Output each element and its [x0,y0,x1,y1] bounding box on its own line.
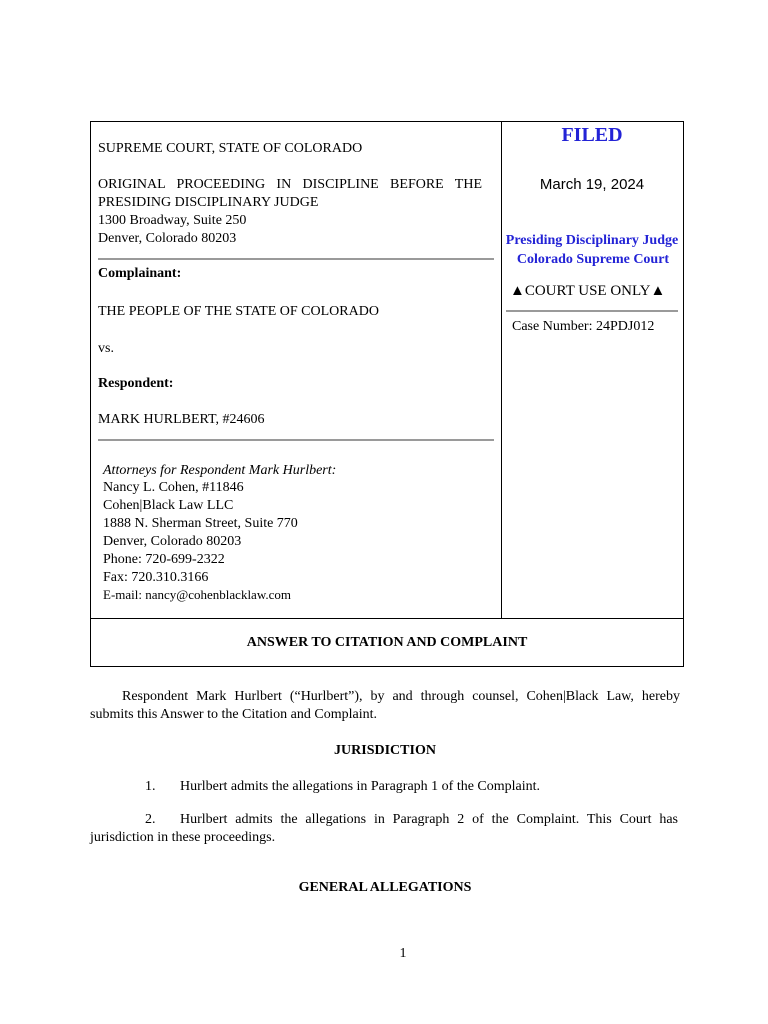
filed-stamp-line-2: Colorado Supreme Court [516,252,670,267]
law-firm-name: Cohen|Black Law LLC [103,498,234,513]
firm-address-line-1: 1888 N. Sherman Street, Suite 770 [103,516,298,531]
firm-fax: Fax: 720.310.3166 [103,570,209,585]
respondent-name: MARK HURLBERT, #24606 [98,412,265,427]
complainant-label: Complainant: [98,266,182,281]
filed-stamp-line-1: Presiding Disciplinary Judge [505,233,679,248]
firm-phone: Phone: 720-699-2322 [103,552,225,567]
page-number: 1 [399,946,407,961]
document-title: ANSWER TO CITATION AND COMPLAINT [246,635,528,650]
versus-label: vs. [98,341,114,356]
filed-stamp-date: March 19, 2024 [539,176,645,193]
firm-email: E-mail: nancy@cohenblacklaw.com [103,587,291,602]
respondent-label: Respondent: [98,376,174,391]
attorneys-label: Attorneys for Respondent Mark Hurlbert: [103,463,337,478]
complainant-name: THE PEOPLE OF THE STATE OF COLORADO [98,304,379,319]
attorney-name: Nancy L. Cohen, #11846 [103,480,244,495]
general-allegations-heading: GENERAL ALLEGATIONS [298,880,472,895]
paragraph-1-text: Hurlbert admits the allegations in Paragraph 1 of the Complaint. [180,779,541,794]
caption-vertical-divider [501,122,502,618]
firm-address-line-2: Denver, Colorado 80203 [103,534,242,549]
caption-box [90,121,684,667]
intro-line-1: Respondent Mark Hurlbert (“Hurlbert”), by and through counsel, Cohen|Black Law, hereby [122,689,680,704]
court-name: SUPREME COURT, STATE OF COLORADO [98,141,363,156]
caption-separator-1 [98,258,494,260]
court-address-line-2: Denver, Colorado 80203 [98,231,237,246]
court-address-line-1: 1300 Broadway, Suite 250 [98,213,247,228]
court-use-only: ▲COURT USE ONLY▲ [510,283,666,299]
case-number: Case Number: 24PDJ012 [512,319,655,334]
paragraph-1-number: 1. [145,779,156,794]
paragraph-2-number: 2. [145,812,156,827]
jurisdiction-heading: JURISDICTION [334,743,436,758]
case-number-separator [506,310,678,312]
proceeding-line-1: ORIGINAL PROCEEDING IN DISCIPLINE BEFORE THE [98,177,482,192]
caption-separator-2 [98,439,494,441]
paragraph-2-line-1: Hurlbert admits the allegations in Paragraph 2 of the Complaint. This Court has [180,812,678,827]
intro-line-2: submits this Answer to the Citation and Complaint. [90,707,377,722]
paragraph-2-line-2: jurisdiction in these proceedings. [90,830,276,845]
proceeding-line-2: PRESIDING DISCIPLINARY JUDGE [98,195,319,210]
filed-stamp-title: FILED [561,124,623,146]
